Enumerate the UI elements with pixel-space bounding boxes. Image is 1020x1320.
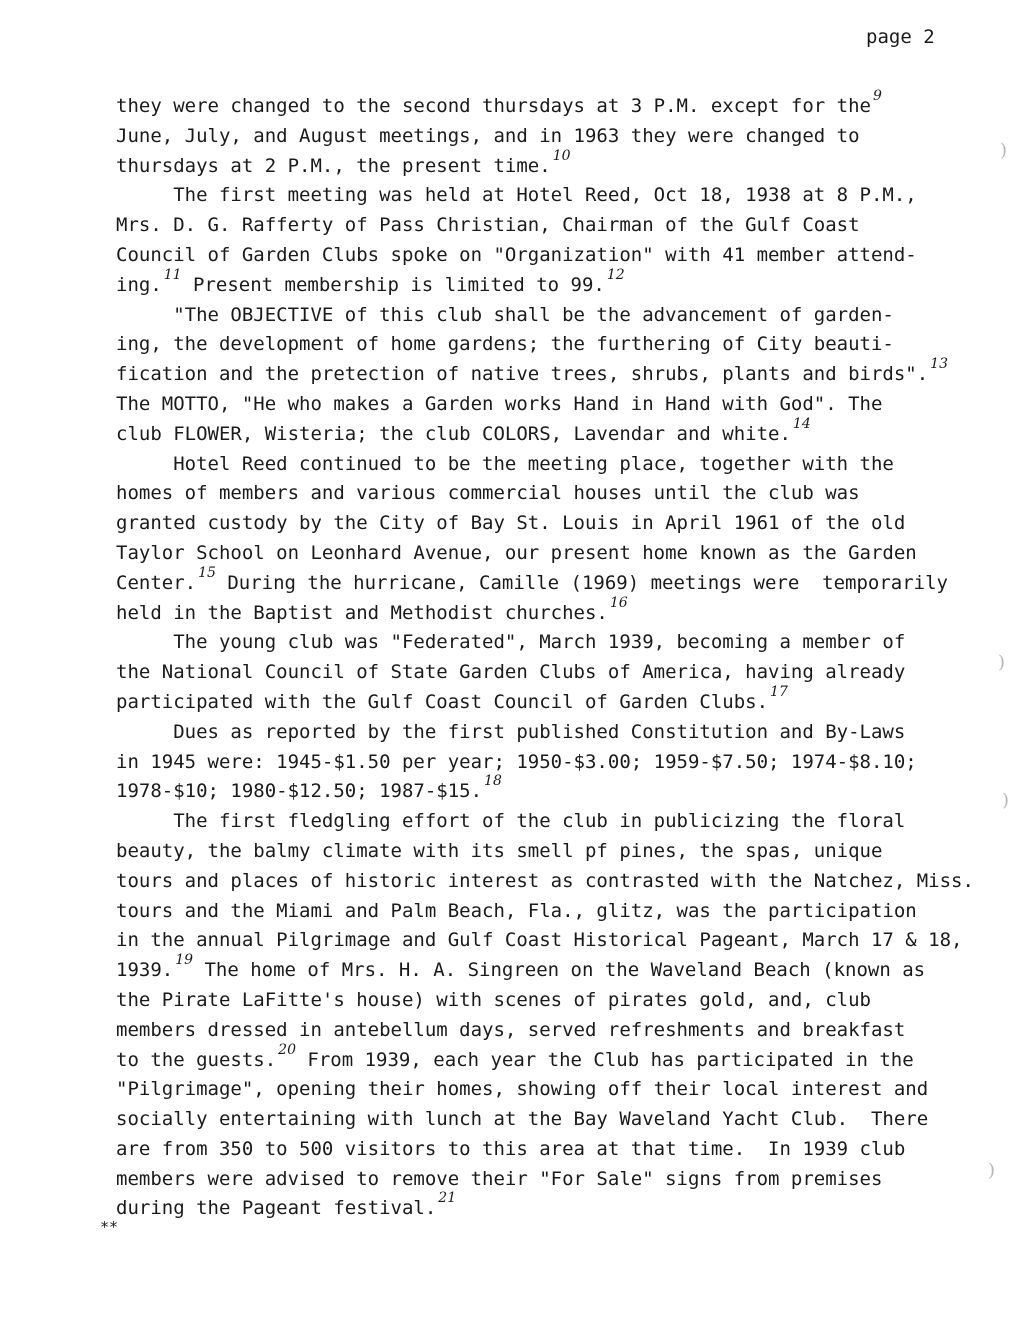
line-text: The young club was "Federated", March 1939, becoming a member of (116, 631, 906, 654)
text-line (116, 1105, 1016, 1135)
text-line (116, 1190, 1016, 1224)
footnote-marker: 14 (792, 415, 811, 432)
text-line (116, 594, 1016, 629)
line-text: club FLOWER, Wisteria; the club COLORS, Lavendar and white. (116, 422, 791, 445)
document-body (116, 88, 1016, 1224)
text-line (116, 181, 1016, 211)
footnote-marker: 19 (175, 952, 194, 969)
text-line (116, 88, 1016, 122)
text-line (116, 807, 1016, 837)
text-line (116, 1135, 1016, 1165)
line-text: granted custody by the City of Bay St. Louis in April 1961 of the old (116, 512, 906, 535)
line-text: held in the Baptist and Methodist churches. (116, 601, 608, 624)
text-line (116, 1041, 1016, 1076)
line-text: homes of members and various commercial houses until the club was (116, 482, 860, 505)
line-text: ing. (116, 273, 162, 296)
line-text-continued: The home of Mrs. H. A. Singreen on the Waveland Beach (known as (193, 959, 926, 982)
footnote-marker: 16 (609, 594, 628, 611)
line-text: members were advised to remove their "For Sale" signs from premises (116, 1167, 883, 1190)
footnote-marker: 11 (163, 266, 182, 283)
footnote-marker: 10 (552, 147, 571, 164)
text-line (116, 773, 1016, 807)
line-text: Taylor School on Leonhard Avenue, our present home known as the Garden (116, 541, 917, 564)
line-text: are from 350 to 500 visitors to this area at that time. In 1939 club (116, 1137, 906, 1160)
text-line (116, 1016, 1016, 1046)
line-text: ing, the development of home gardens; the furthering of City beauti- (116, 333, 894, 356)
line-text: "Pilgrimage", opening their homes, showing off their local interest and (116, 1078, 929, 1101)
text-line (116, 897, 1016, 927)
margin-mark: ) (1000, 140, 1008, 161)
text-line (116, 479, 1016, 509)
text-line (116, 390, 1016, 420)
line-text-continued: From 1939, each year the Club has participated in the (295, 1048, 914, 1071)
text-line (116, 1165, 1016, 1195)
footnote-marker: 21 (438, 1190, 457, 1207)
footnote-marker: 13 (930, 356, 948, 373)
text-line (116, 683, 1016, 718)
text-line (116, 926, 1016, 956)
text-line (116, 266, 1016, 301)
footnote-marker: 12 (606, 266, 625, 283)
line-text: Mrs. D. G. Rafferty of Pass Christian, Chairman of the Gulf Coast (116, 214, 860, 237)
line-text: The first fledgling effort of the club in publicizing the floral (116, 810, 906, 833)
text-line (116, 748, 1016, 778)
text-line (116, 1075, 1016, 1105)
line-text: socially entertaining with lunch at the Bay Waveland Yacht Club. There (116, 1108, 929, 1131)
text-line (116, 241, 1016, 271)
line-text: members dressed in antebellum days, served refreshments and breakfast (116, 1018, 906, 1041)
footnote-marker: 18 (484, 773, 502, 790)
end-asterisks: ** (100, 1218, 119, 1236)
footnote-marker: 20 (278, 1041, 296, 1058)
margin-mark: ) (1002, 790, 1010, 811)
text-line (116, 509, 1016, 539)
line-text: in 1945 were: 1945-$1.50 per year; 1950-$3.00; 1959-$7.50; 1974-$8.10; (116, 750, 917, 773)
line-text-continued: During the hurricane, Camille (1969) meetings were temporarily (215, 571, 948, 594)
text-line (116, 539, 1016, 569)
line-text: June, July, and August meetings, and in 1963 they were changed to (116, 124, 860, 147)
line-text: "The OBJECTIVE of this club shall be the advancement of garden- (116, 303, 894, 326)
line-text: 1939. (116, 959, 174, 982)
text-line (116, 147, 1016, 182)
line-text: Center. (116, 571, 197, 594)
text-line (116, 301, 1016, 331)
text-line (116, 718, 1016, 748)
line-text: tours and places of historic interest as contrasted with the Natchez, Miss. (116, 869, 974, 892)
margin-mark: ) (998, 652, 1006, 673)
text-line (116, 564, 1016, 599)
line-text: during the Pageant festival. (116, 1197, 437, 1220)
footnote-marker: 9 (872, 88, 882, 104)
text-line (116, 837, 1016, 867)
footnote-marker: 17 (770, 683, 788, 700)
line-text: beauty, the balmy climate with its smell pf pines, the spas, unique (116, 839, 883, 862)
text-line (116, 986, 1016, 1016)
line-text: The MOTTO, "He who makes a Garden works Hand in Hand with God". The (116, 392, 883, 415)
line-text: Council of Garden Clubs spoke on "Organization" with 41 member attend- (116, 243, 917, 266)
footnote-marker: 15 (198, 564, 216, 581)
text-line (116, 450, 1016, 480)
line-text: in the annual Pilgrimage and Gulf Coast Historical Pageant, March 17 & 18, (116, 929, 963, 952)
line-text: tours and the Miami and Palm Beach, Fla., glitz, was the participation (116, 899, 917, 922)
margin-mark: ) (988, 1160, 996, 1181)
text-line (116, 952, 1016, 986)
line-text: 1978-$10; 1980-$12.50; 1987-$15. (116, 780, 483, 803)
line-text: the National Council of State Garden Clubs of America, having already (116, 661, 906, 684)
text-line (116, 415, 1016, 450)
line-text: thursdays at 2 P.M., the present time. (116, 154, 551, 177)
line-text: they were changed to the second thursdays at 3 P.M. except for the (116, 95, 871, 117)
text-line (116, 867, 1016, 897)
line-text: Hotel Reed continued to be the meeting place, together with the (116, 452, 894, 475)
text-line (116, 628, 1016, 658)
text-line (116, 658, 1016, 688)
line-text: to the guests. (116, 1048, 277, 1071)
line-text-continued: Present membership is limited to 99. (181, 273, 605, 296)
page-number: page 2 (866, 26, 935, 48)
line-text: The first meeting was held at Hotel Reed, Oct 18, 1938 at 8 P.M., (116, 184, 917, 207)
text-line (116, 330, 1016, 360)
line-text: fication and the pretection of native trees, shrubs, plants and birds". (116, 363, 929, 386)
line-text: Dues as reported by the first published Constitution and By-Laws (116, 720, 906, 743)
text-line (116, 356, 1016, 390)
line-text: the Pirate LaFitte's house) with scenes of pirates gold, and, club (116, 988, 871, 1011)
line-text: participated with the Gulf Coast Council of Garden Clubs. (116, 690, 769, 713)
text-line (116, 211, 1016, 241)
